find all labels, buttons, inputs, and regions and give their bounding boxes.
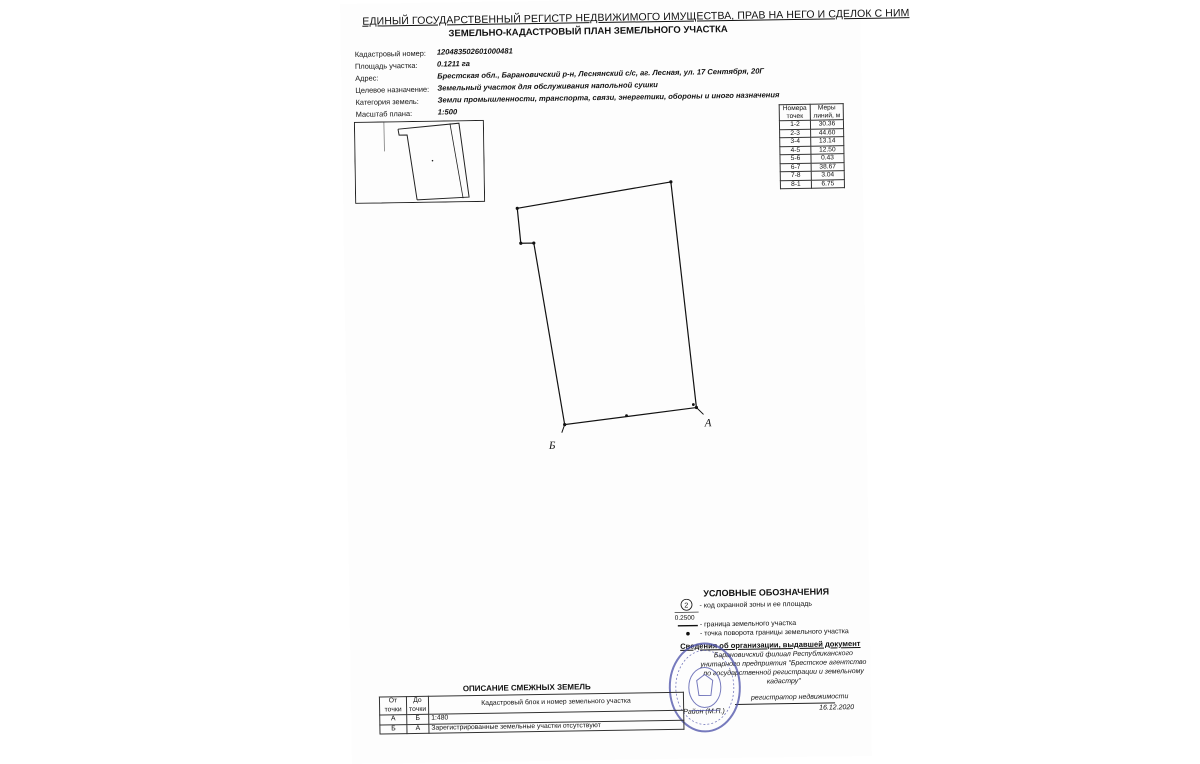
plot-boundary	[517, 182, 697, 426]
adjacent-desc: 1:480	[429, 710, 684, 724]
scale-label: Масштаб плана:	[356, 109, 412, 119]
plan-title: ЗЕМЕЛЬНО-КАДАСТРОВЫЙ ПЛАН ЗЕМЕЛЬНОГО УЧАСТКА	[448, 24, 727, 39]
line-measures-table	[779, 103, 845, 189]
seal-place-label: Район (М.П.)	[683, 708, 725, 716]
organization-line: унитарного предприятия "Брестское агентство	[688, 659, 878, 669]
organization-title: Сведения об организации, выдавшей документ	[680, 639, 860, 651]
measure-points: 5-6	[780, 154, 811, 163]
measure-length: 3.04	[811, 171, 844, 180]
adjacent-col-from: От точки	[379, 697, 406, 715]
area-value: 0.1211 га	[437, 59, 470, 69]
turn-point	[532, 241, 535, 244]
point-label-a: А	[704, 417, 712, 429]
point-label-b: Б	[548, 440, 556, 452]
registrar-label: регистратор недвижимости	[751, 693, 848, 702]
legend-title: УСЛОВНЫЕ ОБОЗНАЧЕНИЯ	[703, 586, 829, 598]
measure-length: 6.75	[811, 179, 844, 188]
measure-points: 3-4	[780, 137, 811, 146]
measures-header-length: Меры линий, м	[810, 104, 843, 121]
legend-zone-number: 2	[684, 602, 688, 609]
address-label: Адрес:	[355, 73, 378, 82]
registry-title: ЕДИНЫЙ ГОСУДАРСТВЕННЫЙ РЕГИСТР НЕДВИЖИМОГО ИМУЩЕСТВА, ПРАВ НА НЕГО И СДЕЛОК С НИМ	[362, 7, 909, 28]
measure-points: 4-5	[780, 146, 811, 155]
purpose-value: Земельный участок для обслуживания напольной сушки	[437, 80, 658, 92]
land-category-label: Категория земель:	[356, 97, 419, 107]
measure-points: 2-3	[780, 129, 811, 138]
legend-symbols	[671, 598, 702, 638]
cadastral-number-value: 120483502601000481	[437, 46, 513, 56]
measure-length: 12.50	[811, 145, 844, 154]
legend-border-text: - граница земельного участка	[700, 620, 796, 629]
turn-point	[516, 207, 519, 210]
measures-header-points: Номера точек	[779, 104, 810, 120]
organization-line: Барановичский филиал Республиканского	[688, 650, 878, 660]
legend-point-text: - точка поворота границы земельного участка	[700, 628, 849, 637]
turn-point	[669, 180, 672, 183]
adjacent-to: А	[407, 724, 429, 734]
adjacent-col-desc: Кадастровый блок и номер земельного участка	[428, 692, 683, 714]
measure-points: 7-8	[780, 171, 811, 180]
land-plot-plan	[503, 178, 747, 462]
measure-points: 8-1	[780, 180, 811, 189]
measure-points: 6-7	[780, 163, 811, 172]
adjacent-col-to: До точки	[406, 696, 428, 714]
measure-length: 13.14	[811, 137, 844, 146]
document-sheet	[340, 0, 872, 764]
measure-length: 30.36	[810, 120, 843, 129]
legend-zone-text: - код охранной зоны и ее площадь	[699, 601, 812, 610]
adjacent-title: ОПИСАНИЕ СМЕЖНЫХ ЗЕМЕЛЬ	[463, 682, 591, 693]
table-row	[780, 179, 844, 189]
adjacent-from: А	[380, 715, 407, 725]
adjacent-lands-table	[379, 692, 685, 735]
turn-point	[692, 403, 695, 406]
overview-inset-map	[354, 120, 485, 204]
measure-length: 38.67	[811, 162, 844, 171]
cadastral-number-label: Кадастровый номер:	[355, 49, 426, 59]
area-label: Площадь участка:	[355, 61, 418, 71]
purpose-label: Целевое назначение:	[355, 85, 429, 95]
organization-line: по государственной регистрации и земельному	[689, 668, 879, 678]
adjacent-from: Б	[380, 724, 407, 734]
organization-line: кадастру"	[689, 677, 879, 687]
turn-point-icon	[686, 632, 690, 636]
measure-points: 1-2	[779, 120, 810, 129]
scale-value: 1:500	[438, 107, 458, 116]
address-value: Брестская обл., Барановичский р-н, Леснянский с/с, аг. Лесная, ул. 17 Сентября, 20Г	[437, 66, 764, 80]
land-category-value: Земли промышленности, транспорта, связи, энергетики, обороны и иного назначения	[437, 90, 779, 104]
legend-zone-area: 0.2500	[675, 615, 695, 622]
adjacent-desc: Зарегистрированные земельные участки отсутствуют	[429, 720, 684, 734]
measure-length: 0.43	[811, 154, 844, 163]
turn-point	[519, 242, 522, 245]
adjacent-to: Б	[407, 714, 429, 724]
issue-date: 16.12.2020	[819, 704, 854, 712]
measure-length: 44.60	[811, 128, 844, 137]
